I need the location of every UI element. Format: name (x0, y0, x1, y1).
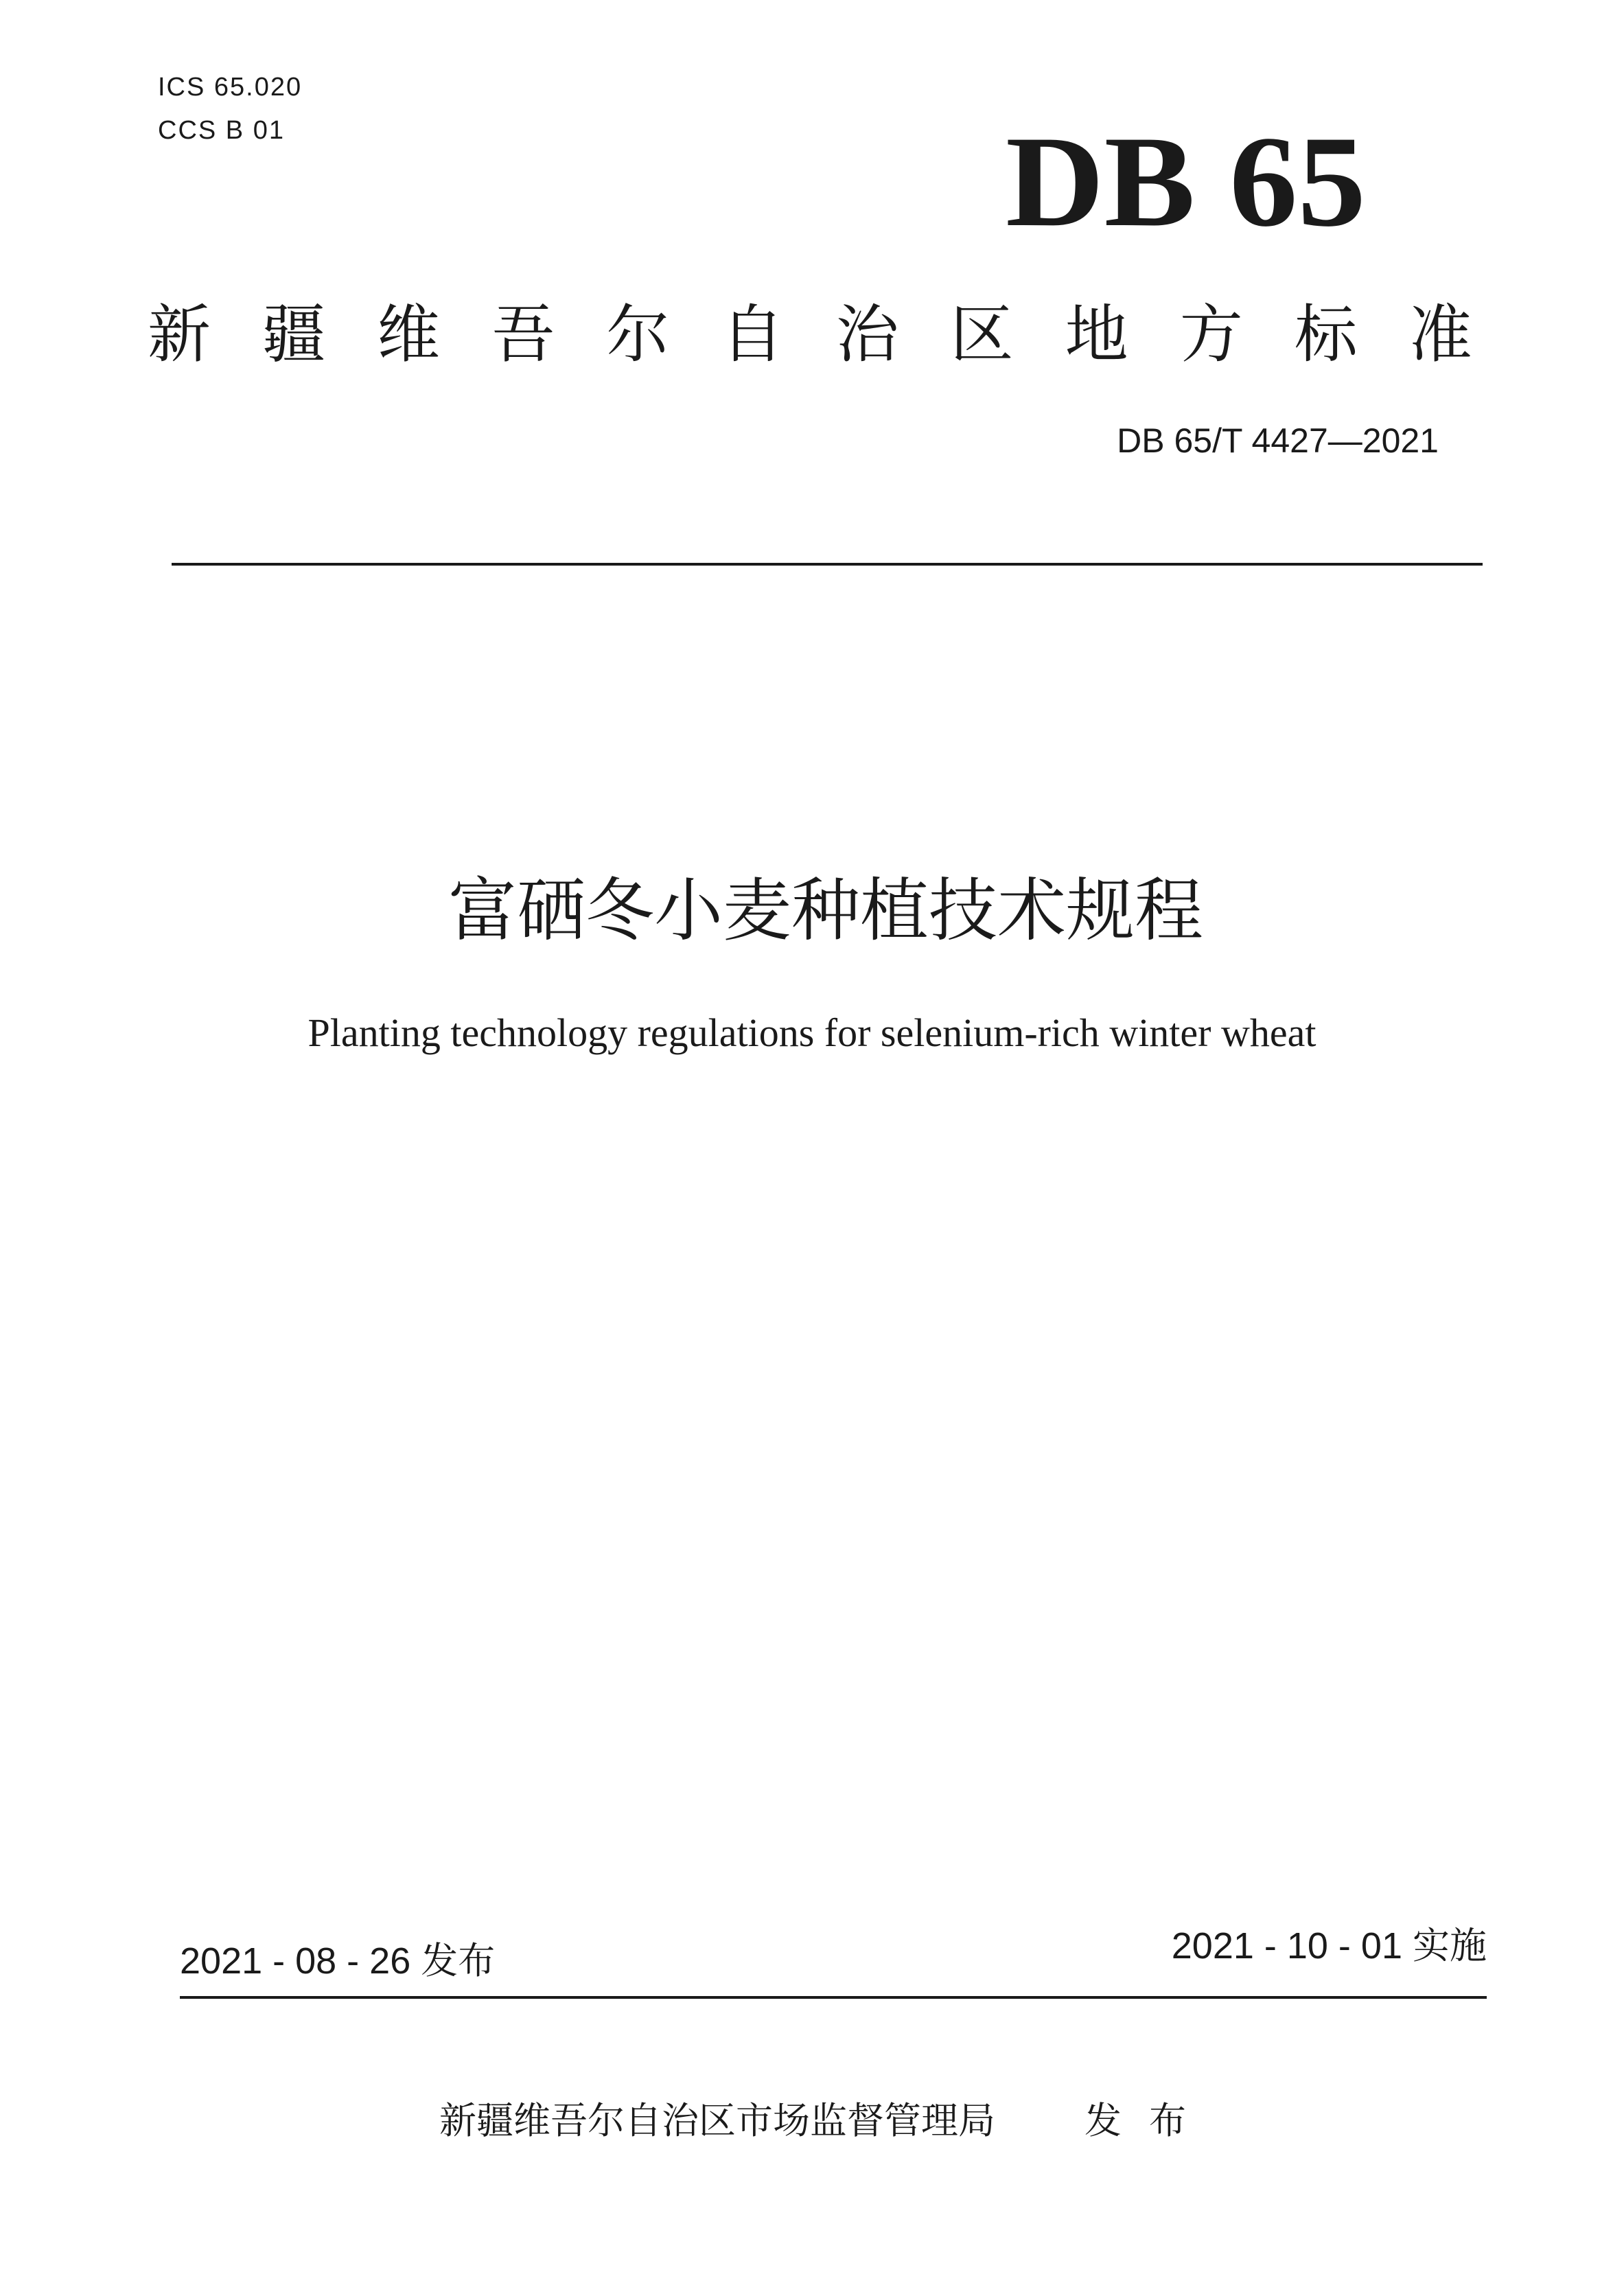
release-date: 2021 - 08 - 26 发布 (180, 1940, 496, 1982)
implementation-date: 2021 - 10 - 01 实施 (1171, 1925, 1487, 1967)
issuing-body-char: 准 (1408, 298, 1472, 371)
issuing-body-title (148, 294, 1472, 376)
ccs-code: CCS B 01 (158, 116, 285, 145)
footer-divider (180, 1996, 1487, 1999)
publisher-name: 新疆维吾尔自治区市场监督管理局 (439, 2099, 995, 2142)
issuing-body-char: 尔 (606, 298, 670, 371)
issuing-body-char: 治 (835, 298, 899, 371)
issuing-body-char: 吾 (491, 298, 555, 371)
title-english: Planting technology regulations for selenium-rich winter wheat (308, 1010, 1316, 1055)
standard-number: DB 65/T 4427—2021 (1117, 421, 1439, 460)
issuing-body-char: 地 (1065, 298, 1128, 371)
issuing-body-char: 标 (1294, 298, 1358, 371)
issuing-body-char: 区 (950, 298, 1014, 371)
issuing-body-char: 方 (1179, 298, 1243, 371)
publish-label: 发布 (1084, 2099, 1214, 2142)
issuing-body-char: 疆 (262, 298, 326, 371)
db65-logo-text: DB 65 (1006, 124, 1366, 244)
issuing-body-char: 自 (721, 298, 785, 371)
title-chinese: 富硒冬小麦种植技术规程 (448, 870, 1203, 951)
header-divider (172, 563, 1483, 566)
issuing-body-char: 维 (377, 298, 441, 371)
ics-code: ICS 65.020 (158, 73, 303, 102)
issuing-body-char: 新 (148, 298, 211, 371)
db65-logo (1006, 124, 1369, 244)
